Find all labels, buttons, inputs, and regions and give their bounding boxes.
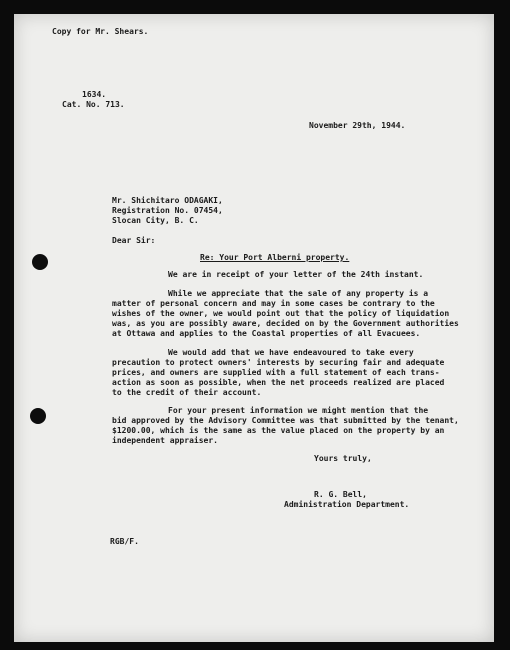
text-line: independent appraiser.	[112, 436, 218, 445]
copy-note: Copy for Mr. Shears.	[52, 27, 149, 36]
letter-date: November 29th, 1944.	[309, 121, 406, 130]
text-line: precaution to protect owners' interests by securing fair and adequate	[112, 358, 445, 367]
catalogue-number: Cat. No. 713.	[62, 100, 125, 109]
text-line: at Ottawa and applies to the Coastal properties of all Evacuees.	[112, 329, 421, 338]
text-line: While we appreciate that the sale of any property is a	[168, 289, 429, 298]
typist-initials: RGB/F.	[110, 537, 139, 546]
paragraph-3	[112, 348, 444, 398]
text-line: bid approved by the Advisory Committee was that submitted by the tenant,	[112, 416, 459, 425]
text-line: prices, and owners are supplied with a full statement of each trans-	[112, 368, 440, 377]
recipient-line: Registration No. 07454,	[112, 206, 223, 215]
letter-page	[14, 14, 494, 642]
salutation: Dear Sir:	[112, 236, 156, 245]
text-line: $1200.00, which is the same as the value placed on the property by an	[112, 426, 445, 435]
text-line: wishes of the owner, we would point out that the policy of liquidation	[112, 309, 450, 318]
text-line: to the credit of their account.	[112, 388, 262, 397]
punch-hole-bottom	[30, 408, 46, 424]
signer-name: R. G. Bell,	[314, 490, 367, 499]
text-line: matter of personal concern and may in some cases be contrary to the	[112, 299, 435, 308]
signer-department: Administration Department.	[284, 500, 410, 509]
text-line: For your present information we might mention that the	[168, 406, 429, 415]
recipient-line: Mr. Shichitaro ODAGAKI,	[112, 196, 223, 205]
recipient-address	[112, 196, 223, 226]
paragraph-4	[112, 406, 459, 446]
text-line: was, as you are possibly aware, decided on by the Government authorities	[112, 319, 459, 328]
text-line: action as soon as possible, when the net proceeds realized are placed	[112, 378, 445, 387]
paragraph-1: We are in receipt of your letter of the 24th instant.	[168, 270, 424, 279]
recipient-line: Slocan City, B. C.	[112, 216, 199, 225]
closing: Yours truly,	[314, 454, 372, 463]
punch-hole-top	[32, 254, 48, 270]
file-number: 1634.	[82, 90, 107, 99]
subject-line: Re: Your Port Alberni property.	[200, 253, 350, 262]
paragraph-2	[112, 289, 459, 339]
text-line: We would add that we have endeavoured to take every	[168, 348, 414, 357]
